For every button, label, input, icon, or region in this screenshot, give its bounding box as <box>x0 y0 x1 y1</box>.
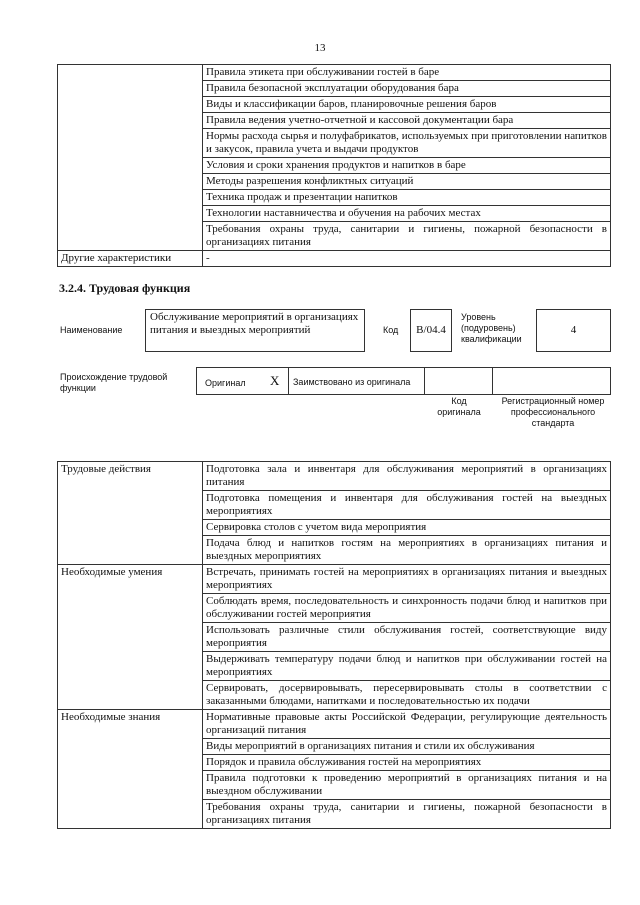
table-row: Нормативные правовые акты Российской Федерации, регулирующие деятельность организаций питания <box>203 710 611 739</box>
table-row: Подготовка помещения и инвентаря для обслуживания гостей на выездных мероприятиях <box>203 491 611 520</box>
knowledge-continuation-table <box>57 64 611 267</box>
table-row: Соблюдать время, последовательность и синхронность подачи блюд и напитков при обслуживании гостей мероприятия <box>203 594 611 623</box>
code-label: Код <box>383 325 399 335</box>
skills-label: Необходимые умения <box>58 565 203 710</box>
page-number: 13 <box>314 42 326 54</box>
table-row: Порядок и правила обслуживания гостей на мероприятиях <box>203 755 611 771</box>
code-original-box <box>424 367 493 395</box>
actions-label: Трудовые действия <box>58 462 203 565</box>
level-box <box>536 309 611 352</box>
table-row: Правила этикета при обслуживании гостей в баре <box>203 65 611 81</box>
reg-number-label: Регистрационный номер профессионального стандарта <box>501 396 605 428</box>
empty-label-cell <box>58 65 203 251</box>
function-name-value: Обслуживание мероприятий в организациях питания и выездных мероприятий <box>150 311 359 336</box>
original-label: Оригинал <box>205 378 246 388</box>
reg-number-box <box>492 367 611 395</box>
level-label: Уровень (подуровень) квалификации <box>461 312 522 344</box>
table-row: Требования охраны труда, санитарии и гигиены, пожарной безопасности в организациях питания <box>203 800 611 829</box>
table-row: Правила ведения учетно-отчетной и кассовой документации бара <box>203 113 611 129</box>
code-value: B/04.4 <box>416 324 446 336</box>
code-original-label: Код оригинала <box>437 396 481 417</box>
table-row: Технологии наставничества и обучения на рабочих местах <box>203 206 611 222</box>
table-row: Сервировать, досервировывать, пересервировывать столы в соответствии с заказанными блюдами, напитками и последовательностью их подачи <box>203 681 611 710</box>
level-value: 4 <box>570 324 577 336</box>
borrowed-box <box>288 367 425 395</box>
table-row: Условия и сроки хранения продуктов и напитков в баре <box>203 158 611 174</box>
labor-function-table <box>57 461 611 829</box>
code-box <box>410 309 452 352</box>
table-row: Правила подготовки к проведению мероприятий в организациях питания и на выездном обслуживании <box>203 771 611 800</box>
borrowed-label: Заимствовано из оригинала <box>293 377 411 387</box>
table-row: Требования охраны труда, санитарии и гигиены, пожарной безопасности в организациях питания <box>203 222 611 251</box>
table-row: Подготовка зала и инвентаря для обслуживания мероприятий в организациях питания <box>203 462 611 491</box>
table-row: Методы разрешения конфликтных ситуаций <box>203 174 611 190</box>
table-row: Правила безопасной эксплуатации оборудования бара <box>203 81 611 97</box>
original-box <box>196 367 289 395</box>
origin-label: Происхождение трудовой функции <box>60 372 168 393</box>
table-row: Виды и классификации баров, планировочные решения баров <box>203 97 611 113</box>
table-row: Выдерживать температуру подачи блюд и напитков при обслуживании гостей на мероприятиях <box>203 652 611 681</box>
other-characteristics-value: - <box>203 251 611 267</box>
table-row: Нормы расхода сырья и полуфабрикатов, используемых при приготовлении напитков и закусок, правила учета и выдачи продуктов <box>203 129 611 158</box>
name-label: Наименование <box>60 325 123 335</box>
knowledge-label: Необходимые знания <box>58 710 203 829</box>
table-row: Сервировка столов с учетом вида мероприятия <box>203 520 611 536</box>
table-row: Подача блюд и напитков гостям на мероприятиях в организациях питания и выездных мероприятиях <box>203 536 611 565</box>
original-mark: X <box>270 373 280 388</box>
table-row: Встречать, принимать гостей на мероприятиях в организациях питания и выездных мероприятиях <box>203 565 611 594</box>
other-characteristics-label: Другие характеристики <box>58 251 203 267</box>
function-name-box <box>145 309 365 352</box>
section-title: 3.2.4. Трудовая функция <box>59 281 191 295</box>
table-row: Виды мероприятий в организациях питания и стили их обслуживания <box>203 739 611 755</box>
table-row: Техника продаж и презентации напитков <box>203 190 611 206</box>
table-row: Использовать различные стили обслуживания гостей, соответствующие виду мероприятия <box>203 623 611 652</box>
